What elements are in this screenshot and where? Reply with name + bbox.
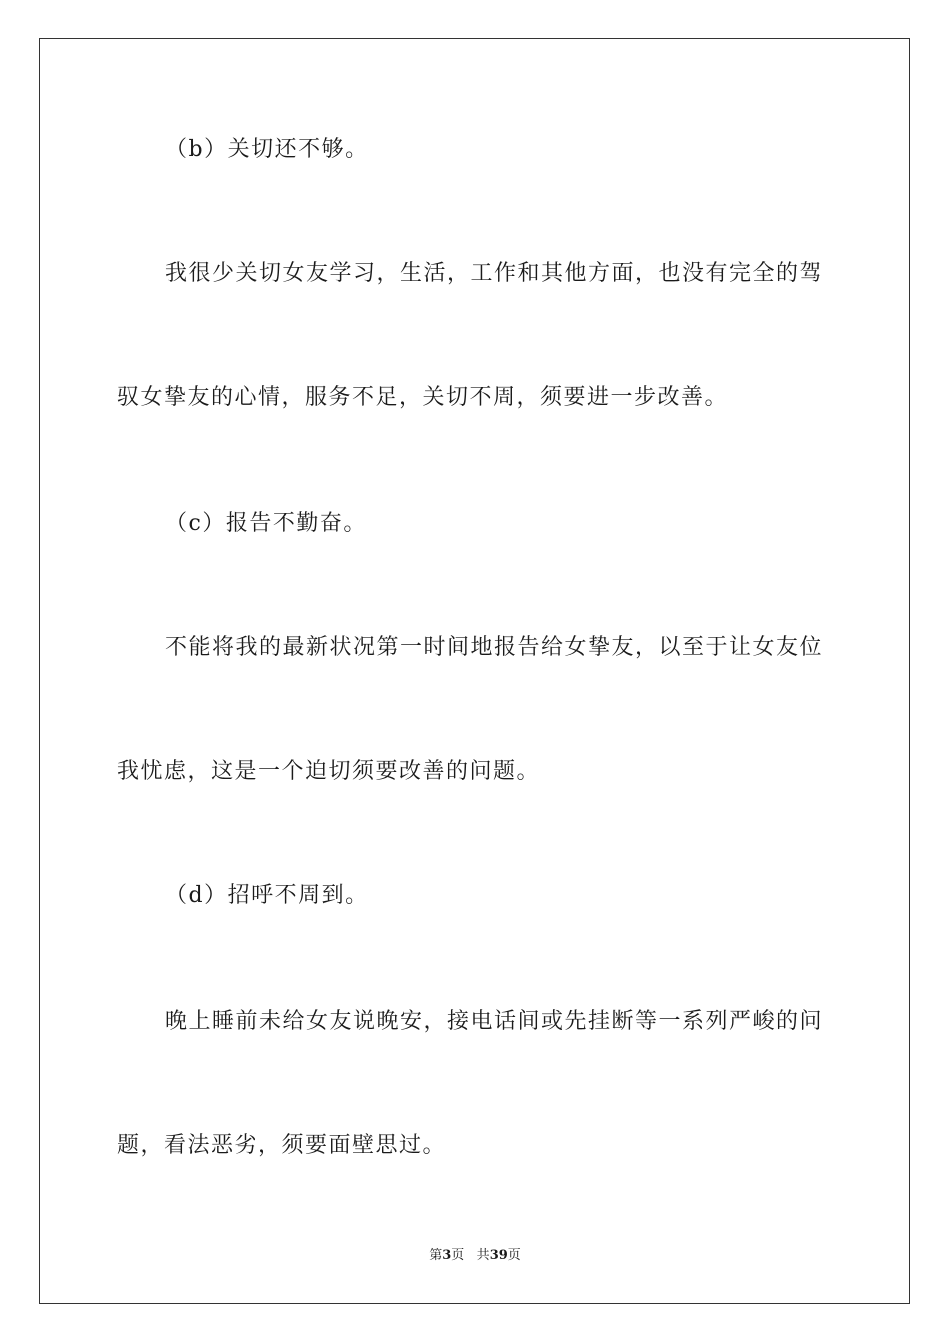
paragraph-line: 不能将我的最新状况第一时间地报告给女挚友，以至于让女友位 bbox=[165, 635, 824, 660]
paragraph-heading-d: （d）招呼不周到。 bbox=[165, 883, 369, 908]
page-number: 3 bbox=[442, 1248, 452, 1263]
paragraph-heading-c: （c）报告不勤奋。 bbox=[165, 511, 367, 536]
page-border bbox=[39, 38, 910, 1304]
page-prefix: 第 bbox=[429, 1248, 443, 1263]
paragraph-line: 晚上睡前未给女友说晚安，接电话间或先挂断等一系列严峻的问 bbox=[165, 1009, 824, 1034]
paragraph-line: 题，看法恶劣，须要面壁思过。 bbox=[117, 1133, 447, 1158]
paragraph-line: 我忧虑，这是一个迫切须要改善的问题。 bbox=[117, 759, 541, 784]
total-suffix: 页 bbox=[507, 1248, 521, 1263]
page-suffix: 页 bbox=[451, 1248, 465, 1263]
total-pages: 39 bbox=[489, 1248, 508, 1263]
page-footer bbox=[0, 1248, 950, 1264]
total-prefix: 共 bbox=[476, 1248, 490, 1263]
paragraph-heading-b: （b）关切还不够。 bbox=[165, 137, 369, 162]
paragraph-line: 驭女挚友的心情，服务不足，关切不周，须要进一步改善。 bbox=[117, 385, 729, 410]
paragraph-line: 我很少关切女友学习，生活，工作和其他方面，也没有完全的驾 bbox=[165, 261, 824, 286]
